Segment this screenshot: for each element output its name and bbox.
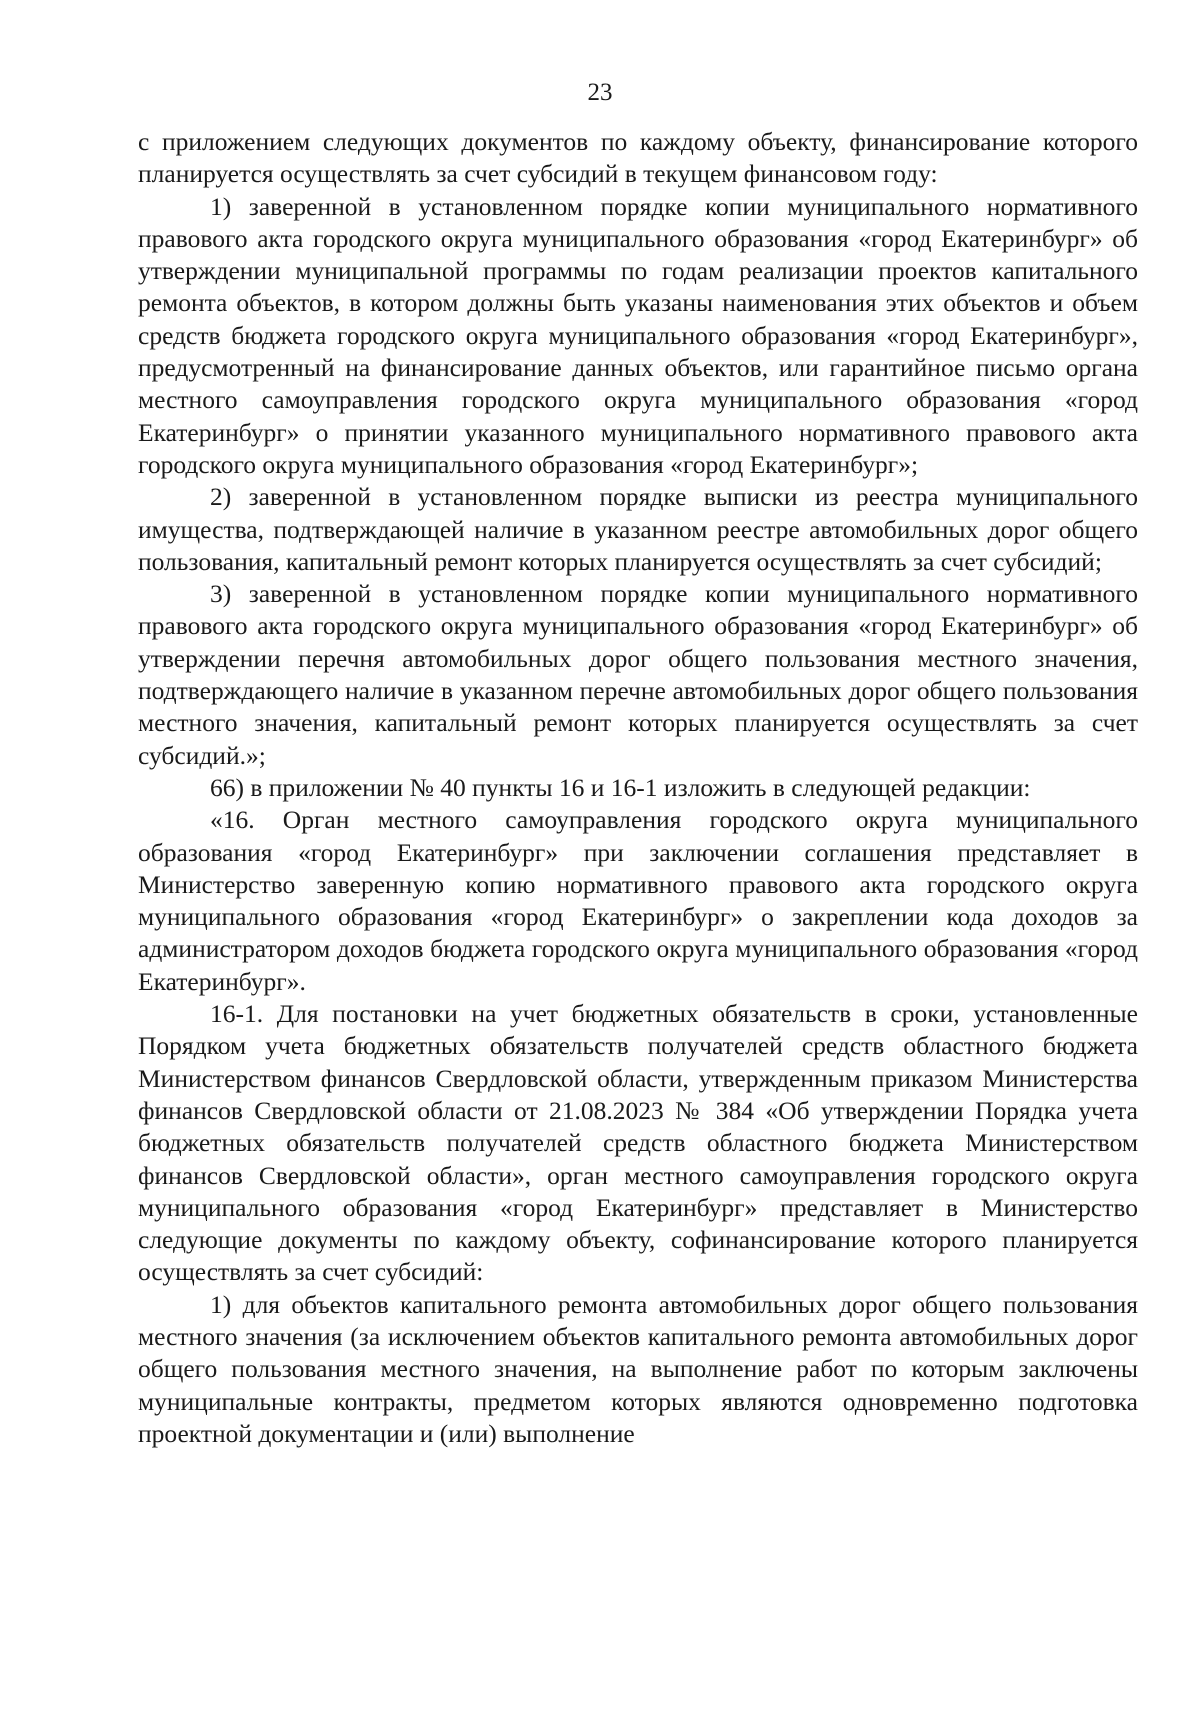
paragraph-4: 3) заверенной в установленном порядке копии муниципального нормативного правового акта городского округа муниципального образования «город Екатеринбург» об утверждении перечня автомобильных дорог общего пользования местного значения, подтверждающего наличие в указанном перечне автомобильных дорог общего пользования местного значения, капитальный ремонт которых планируется осуществлять за счет субсидий.»; [138, 579, 1138, 770]
paragraph-2: 1) заверенной в установленном порядке копии муниципального нормативного правового акта городского округа муниципального образования «город Екатеринбург» об утверждении муниципальной программы по годам реализации проектов капитального ремонта объектов, в котором должны быть указаны наименования этих объектов и объем средств бюджета городского округа муниципального образования «город Екатеринбург», предусмотренный на финансирование данных объектов, или гарантийное письмо органа местного самоуправления городского округа муниципального образования «город Екатеринбург» о принятии указанного муниципального нормативного правового акта городского округа муниципального образования «город Екатеринбург»; [138, 191, 1138, 479]
paragraph-7: 16-1. Для постановки на учет бюджетных обязательств в сроки, установленные Порядком учета бюджетных обязательств получателей средств областного бюджета Министерством финансов Свердловской области, утвержденным приказом Министерства финансов Свердловской области от 21.08.2023 № 384 «Об утверждении Порядка учета бюджетных обязательств получателей средств областного бюджета Министерством финансов Свердловской области», орган местного самоуправления городского округа муниципального образования «город Екатеринбург» представляет в Министерство следующие документы по каждому объекту, софинансирование которого планируется осуществлять за счет субсидий: [138, 999, 1138, 1287]
paragraph-1: с приложением следующих документов по каждому объекту, финансирование которого планируется осуществлять за счет субсидий в текущем финансовом году: [138, 127, 1138, 189]
page-number: 23 [587, 79, 613, 106]
paragraph-8: 1) для объектов капитального ремонта автомобильных дорог общего пользования местного значения (за исключением объектов капитального ремонта автомобильных дорог общего пользования местного значения, на выполнение работ по которым заключены муниципальные контракты, предметом которых являются одновременно подготовка проектной документации и (или) выполнение [138, 1289, 1138, 1448]
body-text [138, 126, 1138, 1450]
paragraph-3: 2) заверенной в установленном порядке выписки из реестра муниципального имущества, подтверждающей наличие в указанном реестре автомобильных дорог общего пользования, капитальный ремонт которых планируется осуществлять за счет субсидий; [138, 482, 1138, 576]
paragraph-5: 66) в приложении № 40 пункты 16 и 16-1 изложить в следующей редакции: [210, 772, 1031, 802]
paragraph-6: «16. Орган местного самоуправления городского округа муниципального образования «город Екатеринбург» при заключении соглашения представляет в Министерство заверенную копию нормативного правового акта городского округа муниципального образования «город Екатеринбург» о закреплении кода доходов за администратором доходов бюджета городского округа муниципального образования «город Екатеринбург». [138, 805, 1138, 996]
